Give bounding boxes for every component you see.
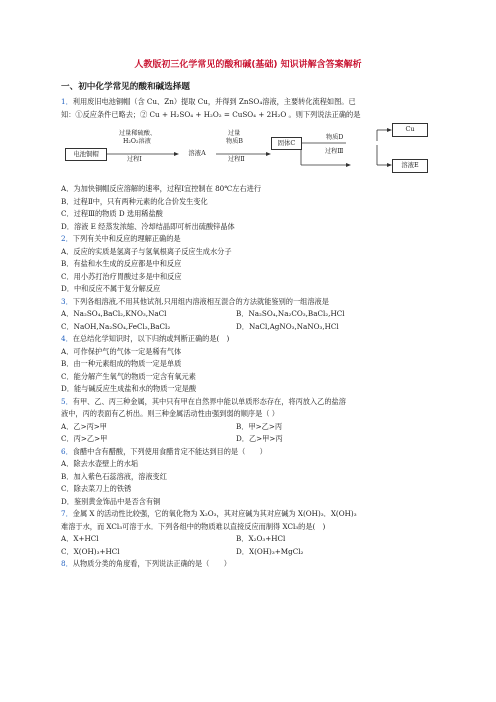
stem-text: 在总结化学知识时，以下归纳或判断正确的是( ) [72, 334, 230, 343]
option-c: C．NaOH,Na₂SO₄,FeCl₃,BaCl₂ [61, 321, 171, 331]
option-d: D．NaCl,AgNO₃,NaNO₃,HCl [236, 321, 339, 331]
question-5-stem-cont: 液中，丙的表面有乙析出。则三种金属活动性由强到弱的顺序是（ ） [61, 409, 279, 418]
section-heading: 一、初中化学常见的酸和碱选择题 [61, 82, 190, 92]
stem-text: 下列有关中和反应的理解正确的是 [72, 234, 181, 243]
option-c: C．丙>乙>甲 [61, 434, 108, 443]
question-8-stem [61, 558, 441, 571]
option-a: A．为加快铜帽反应溶解的速率，过程Ⅰ宜控制在 80℃左右进行 [61, 184, 262, 193]
flow-arrows [61, 121, 441, 183]
option-b: B．Na₂SO₄,Na₂CO₃,BaCl₂,HCl [236, 309, 345, 318]
box-battery-cap: 电池铜帽 [65, 148, 107, 161]
question-6-stem [61, 446, 441, 459]
page-title: 人教版初三化学常见的酸和碱(基础) 知识讲解含答案解析 [134, 60, 362, 70]
box-solution-e: 溶液E [392, 159, 428, 173]
option-d: D．中和反应不属于复分解反应 [61, 284, 161, 293]
step1-process-label: 过程Ⅰ [127, 156, 142, 163]
option-d: D．能与碱反应生成盐和水的物质一定是酸 [61, 384, 197, 393]
question-1-stem [61, 96, 441, 109]
question-2-stem [61, 233, 441, 246]
question-number: 3． [61, 296, 73, 306]
question-7-stem [61, 508, 441, 521]
stem-text: 金属 X 的活动性比较强，它的氧化物为 X₂O₃，其对应碱为其对应碱为 X(OH)₃．X(OH)₃ [72, 509, 357, 518]
box-substance-d: 物质D [326, 134, 344, 141]
step1-reagent-label: 过量稀硫酸、 [119, 130, 157, 137]
option-c: C．过程Ⅲ的物质 D 选用稀盐酸 [61, 209, 163, 218]
option-a: A．Na₂SO₄,BaCl₂,KNO₃,NaCl [61, 309, 167, 318]
option-a: A．除去水壶壁上的水垢 [61, 459, 139, 468]
question-5-stem [61, 396, 441, 409]
question-number: 5． [61, 396, 73, 406]
option-a: A．X+HCl [61, 534, 99, 543]
option-d: D．X(OH)₃+MgCl₂ [236, 546, 304, 556]
question-number: 1． [61, 97, 73, 106]
question-7-stem-cont: 难溶于水，而 XCl₃可溶于水．下列各组中的物质难以直接反应而制得 XCl₃的是( ) [61, 521, 326, 531]
question-3-stem [61, 296, 441, 309]
step2-reagent-label-2: 物质B [226, 138, 243, 145]
process-flow-diagram [61, 121, 441, 183]
step3-process-label: 过程Ⅲ [325, 148, 344, 155]
options-row [61, 321, 441, 334]
option-b: B．X₂O₃+HCl [236, 534, 286, 543]
step2-process-label: 过程Ⅱ [228, 156, 245, 163]
options-row [61, 433, 441, 446]
options-row [61, 421, 441, 434]
stem-text: 利用废旧电池铜帽（含 Cu、Zn）提取 Cu，并得到 ZnSO₄溶液，主要转化流程如图。已 [72, 97, 356, 106]
options-row [61, 308, 441, 321]
option-c: C．能分解产生氧气的物质一定含有氧元素 [61, 371, 196, 381]
question-number: 4． [61, 334, 73, 343]
option-d: D．鉴别黄金饰品中是否含有铜 [61, 496, 161, 506]
box-copper: Cu [392, 123, 428, 137]
stem-text: 下列各组溶液,不用其他试剂,只用组内溶液相互混合的方法就能鉴别的一组溶液是 [72, 296, 329, 306]
option-a: A．乙>丙>甲 [61, 421, 107, 431]
option-b: B．过程Ⅱ中，只有两种元素的化合价发生变化 [61, 196, 208, 206]
options-row [61, 533, 441, 546]
option-b: B．有盐和水生成的反应都是中和反应 [61, 259, 182, 268]
options-row [61, 546, 441, 559]
option-a: A．反应的实质是氢离子与氢氧根离子反应生成水分子 [61, 246, 232, 256]
question-4-stem [61, 333, 441, 346]
option-a: A．可作保护气的气体一定是稀有气体 [61, 346, 182, 356]
option-d: D．乙>甲>丙 [236, 434, 283, 443]
stem-text: 有甲、乙、丙三种金属，其中只有甲在自然界中能以单质形态存在，将丙放入乙的盐溶 [72, 396, 346, 406]
option-d: D．溶液 E 经蒸发浓缩、冷却结晶即可析出硫酸锌晶体 [61, 221, 235, 231]
option-b: B．由一种元素组成的物质一定是单质 [61, 359, 182, 368]
box-solid-c: 固体C [271, 137, 302, 150]
stem-text: 从物质分类的角度看，下列说法正确的是（ ） [72, 559, 231, 568]
option-c: C．用小苏打治疗胃酸过多是中和反应 [61, 271, 182, 281]
box-solution-a: 溶液A [179, 148, 215, 159]
option-c: C．除去菜刀上的铁锈 [61, 484, 132, 493]
question-1-stem-cont: 知：①反应条件已略去；② Cu + H₂SO₄ + H₂O₂ = CuSO₄ + 2H₂O 。则下列说法正确的是 [61, 109, 361, 119]
stem-text: 食醋中含有醋酸，下列使用食醋肯定不能达到目的是（ ） [72, 446, 267, 456]
question-list [61, 96, 441, 571]
question-number: 7． [61, 509, 73, 518]
option-b: B．加入紫色石蕊溶液，溶液变红 [61, 471, 167, 481]
step2-reagent-label: 过量 [228, 130, 241, 137]
option-c: C．X(OH)₃+HCl [61, 546, 120, 556]
question-number: 2． [61, 234, 73, 243]
question-number: 8． [61, 559, 73, 568]
option-b: B．甲>乙>丙 [236, 421, 283, 431]
step1-reagent-label-2: H₂O₂溶液 [123, 138, 151, 145]
question-number: 6． [61, 446, 73, 456]
